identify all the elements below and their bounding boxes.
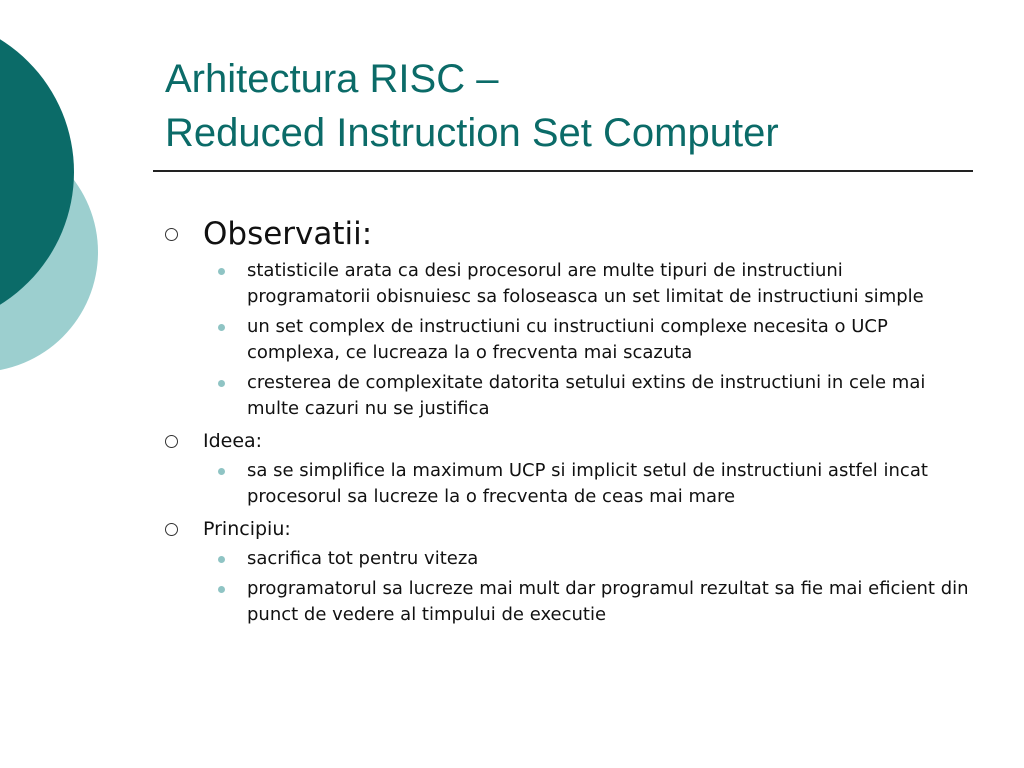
section-ideea (160, 426, 970, 510)
dot-bullet-icon (218, 324, 225, 331)
section-heading (160, 426, 970, 456)
dot-bullet-icon (218, 380, 225, 387)
bullet-list (160, 258, 970, 422)
list-item-text: sa se simplifice la maximum UCP si implicit setul de instructiuni astfel incat procesorul sa lucreze la o frecventa de ceas mai mare (247, 460, 928, 507)
slide-title (165, 52, 985, 160)
list-item (160, 314, 970, 366)
decorative-circles (0, 0, 110, 420)
dot-bullet-icon (218, 268, 225, 275)
list-item (160, 576, 970, 628)
bullet-list (160, 546, 970, 628)
title-divider (153, 170, 973, 172)
title-line-2: Reduced Instruction Set Computer (165, 111, 779, 155)
ring-bullet-icon (165, 523, 178, 536)
dot-bullet-icon (218, 586, 225, 593)
list-item (160, 370, 970, 422)
ring-bullet-icon (165, 228, 178, 241)
section-heading (160, 514, 970, 544)
list-item-text: cresterea de complexitate datorita setului extins de instructiuni in cele mai multe cazuri nu se justifica (247, 372, 926, 419)
section-heading-text: Observatii: (203, 216, 373, 252)
list-item (160, 258, 970, 310)
section-heading-text: Principiu: (203, 518, 291, 540)
section-heading (160, 212, 970, 256)
ring-bullet-icon (165, 435, 178, 448)
list-item-text: statisticile arata ca desi procesorul are multe tipuri de instructiuni programatorii obisnuiesc sa foloseasca un set limitat de instructiuni simple (247, 260, 924, 307)
slide-body (160, 212, 970, 632)
bullet-list (160, 458, 970, 510)
list-item (160, 458, 970, 510)
section-principiu (160, 514, 970, 628)
section-observatii (160, 212, 970, 422)
dot-bullet-icon (218, 468, 225, 475)
list-item-text: un set complex de instructiuni cu instructiuni complexe necesita o UCP complexa, ce lucreaza la o frecventa mai scazuta (247, 316, 888, 363)
section-heading-text: Ideea: (203, 430, 263, 452)
dot-bullet-icon (218, 556, 225, 563)
list-item-text: sacrifica tot pentru viteza (247, 548, 479, 569)
title-line-1: Arhitectura RISC – (165, 57, 499, 101)
list-item (160, 546, 970, 572)
list-item-text: programatorul sa lucreze mai mult dar programul rezultat sa fie mai eficient din punct de vedere al timpului de executie (247, 578, 969, 625)
